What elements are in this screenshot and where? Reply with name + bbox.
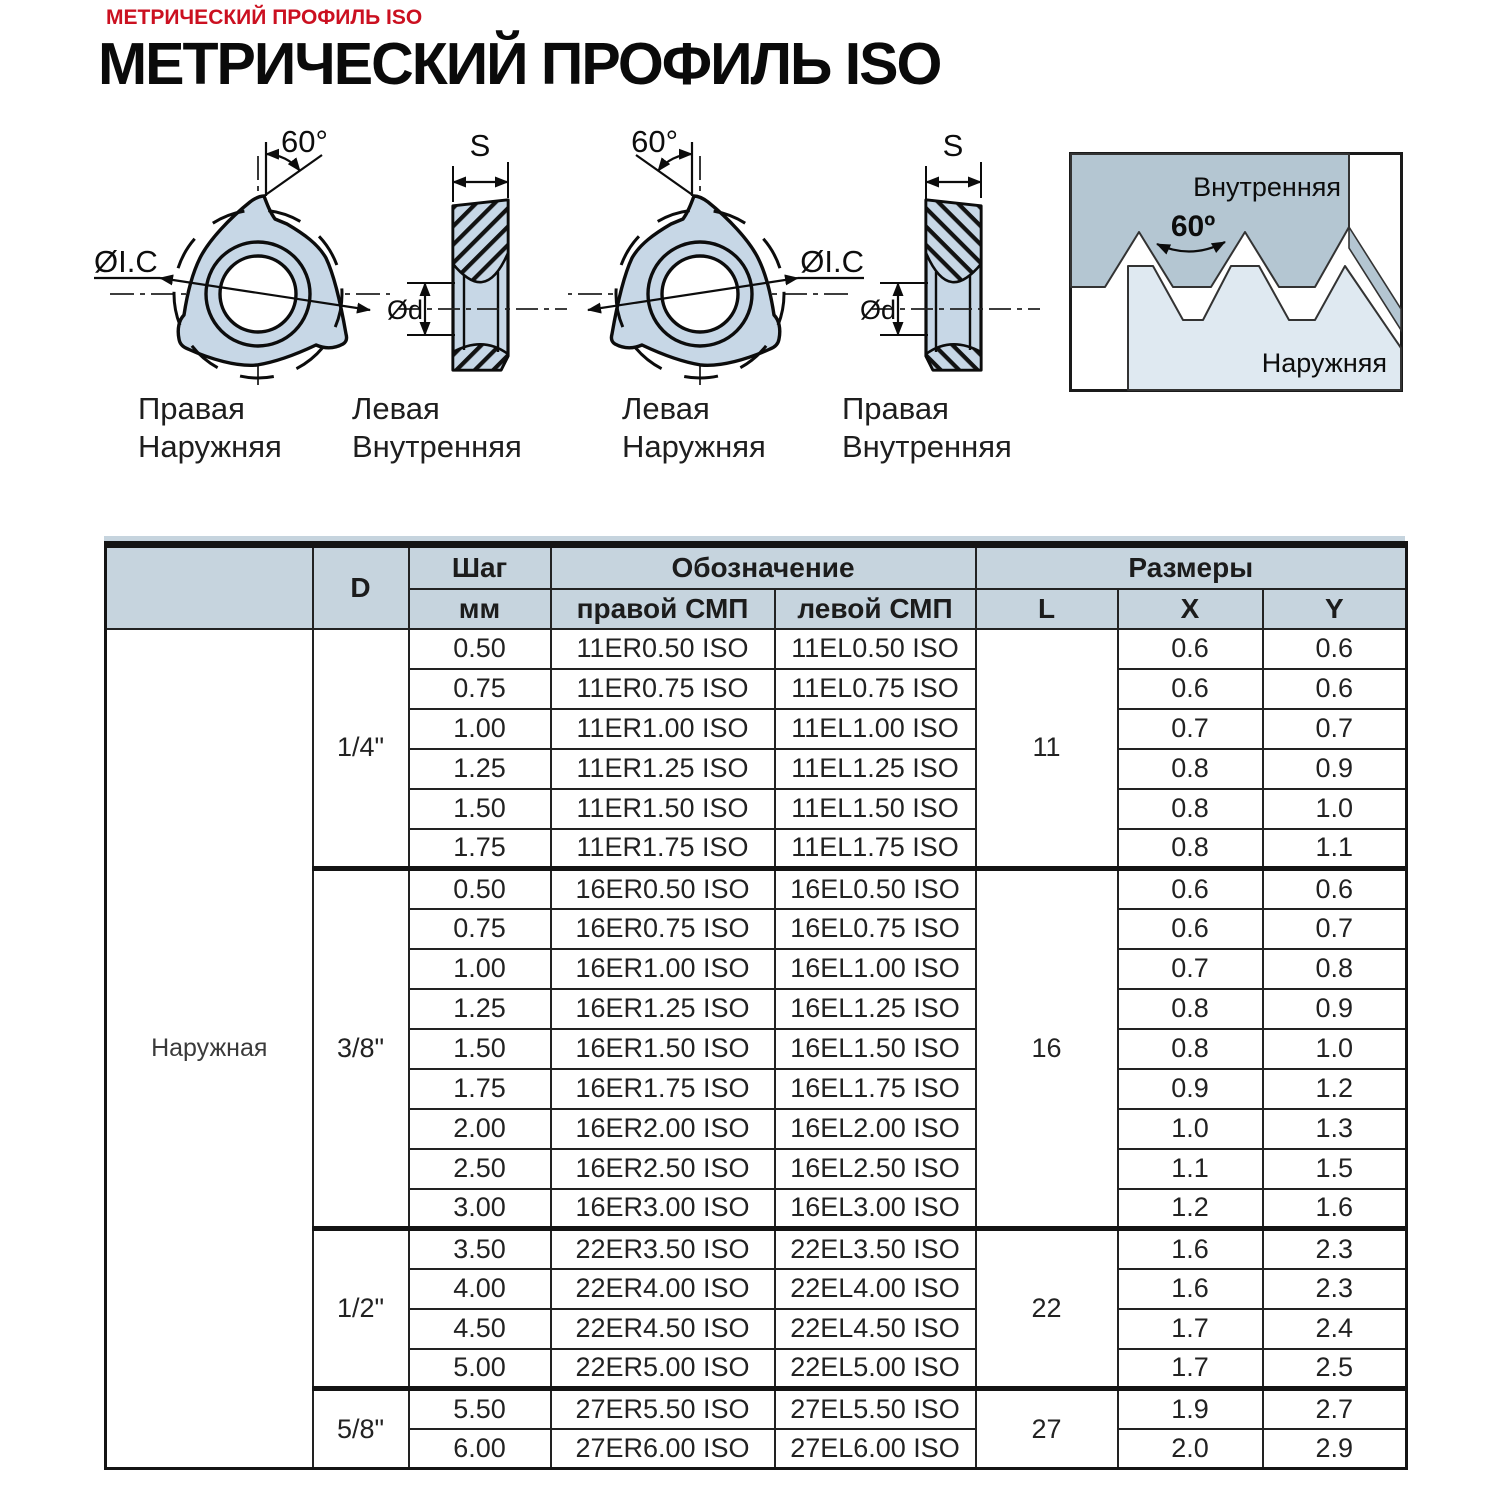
designation-left: 22EL4.50 ISO: [775, 1309, 976, 1349]
designation-right: 11ER0.75 ISO: [551, 669, 775, 709]
designation-right: 22ER4.50 ISO: [551, 1309, 775, 1349]
pitch-value: 1.00: [409, 949, 551, 989]
pitch-value: 3.50: [409, 1229, 551, 1269]
designation-right: 16ER0.50 ISO: [551, 869, 775, 909]
table-row: [106, 629, 1407, 669]
y-value: 0.8: [1263, 949, 1407, 989]
x-value: 0.6: [1118, 909, 1263, 949]
corner-cell: [106, 545, 313, 629]
designation-left: 16EL3.00 ISO: [775, 1189, 976, 1229]
caption-left-external: [622, 390, 766, 466]
x-value: 1.6: [1118, 1269, 1263, 1309]
internal-label: Внутренняя: [1193, 172, 1341, 202]
pitch-value: 3.00: [409, 1189, 551, 1229]
pitch-value: 0.75: [409, 909, 551, 949]
designation-left: 16EL1.00 ISO: [775, 949, 976, 989]
pitch-value: 5.00: [409, 1349, 551, 1389]
y-value: 0.6: [1263, 629, 1407, 669]
x-value: 1.7: [1118, 1349, 1263, 1389]
designation-right: 11ER1.00 ISO: [551, 709, 775, 749]
caption-line: Внутренняя: [842, 429, 1012, 464]
l-value: 22: [976, 1229, 1118, 1389]
x-value: 1.2: [1118, 1189, 1263, 1229]
designation-left: 22EL4.00 ISO: [775, 1269, 976, 1309]
designation-left: 11EL1.00 ISO: [775, 709, 976, 749]
external-label: Наружняя: [1261, 348, 1387, 378]
x-value: 1.0: [1118, 1109, 1263, 1149]
insert-front-view-right-external: [90, 126, 400, 416]
caption-line: Левая: [622, 391, 710, 426]
x-value: 0.8: [1118, 829, 1263, 869]
designation-right: 16ER3.00 ISO: [551, 1189, 775, 1229]
table-body: [106, 629, 1407, 1469]
designation-right: 16ER0.75 ISO: [551, 909, 775, 949]
pitch-value: 0.75: [409, 669, 551, 709]
caption-line: Правая: [138, 391, 245, 426]
l-value: 16: [976, 869, 1118, 1229]
thickness-label: S: [942, 128, 964, 163]
page-title: МЕТРИЧЕСКИЙ ПРОФИЛЬ ISO: [98, 31, 941, 97]
caption-left-internal: [352, 390, 522, 466]
pitch-value: 1.75: [409, 1069, 551, 1109]
insert-front-view-left-external: [558, 126, 868, 416]
angle-label: 60°: [281, 126, 328, 159]
x-value: 0.6: [1118, 669, 1263, 709]
pitch-value: 0.50: [409, 629, 551, 669]
designation-left: 16EL2.00 ISO: [775, 1109, 976, 1149]
x-value: 0.8: [1118, 749, 1263, 789]
header-row-1: [106, 545, 1407, 589]
breadcrumb: МЕТРИЧЕСКИЙ ПРОФИЛЬ ISO: [106, 6, 423, 29]
pitch-value: 2.00: [409, 1109, 551, 1149]
caption-line: Левая: [352, 391, 440, 426]
l-value: 27: [976, 1389, 1118, 1469]
pitch-value: 1.50: [409, 789, 551, 829]
y-value: 2.7: [1263, 1389, 1407, 1429]
y-value: 0.6: [1263, 869, 1407, 909]
col-header-x: X: [1118, 589, 1263, 629]
designation-right: 11ER1.25 ISO: [551, 749, 775, 789]
pitch-value: 1.25: [409, 989, 551, 1029]
col-header-mm: мм: [409, 589, 551, 629]
designation-left: 16EL1.50 ISO: [775, 1029, 976, 1069]
col-header-l: L: [976, 589, 1118, 629]
y-value: 0.9: [1263, 989, 1407, 1029]
y-value: 2.3: [1263, 1269, 1407, 1309]
col-header-left-insert: левой СМП: [775, 589, 976, 629]
d-value: 3/8": [313, 869, 409, 1229]
x-value: 1.7: [1118, 1309, 1263, 1349]
pitch-value: 4.50: [409, 1309, 551, 1349]
designation-left: 16EL0.50 ISO: [775, 869, 976, 909]
caption-right-internal: [842, 390, 1012, 466]
inscribed-circle-label: ØI.C: [800, 244, 864, 279]
designation-left: 11EL1.50 ISO: [775, 789, 976, 829]
x-value: 0.7: [1118, 709, 1263, 749]
designation-right: 11ER1.75 ISO: [551, 829, 775, 869]
pitch-value: 1.00: [409, 709, 551, 749]
designation-right: 27ER5.50 ISO: [551, 1389, 775, 1429]
y-value: 1.0: [1263, 789, 1407, 829]
x-value: 1.9: [1118, 1389, 1263, 1429]
designation-right: 22ER4.00 ISO: [551, 1269, 775, 1309]
designation-right: 16ER1.75 ISO: [551, 1069, 775, 1109]
pitch-value: 4.00: [409, 1269, 551, 1309]
y-value: 2.3: [1263, 1229, 1407, 1269]
x-value: 0.8: [1118, 989, 1263, 1029]
caption-line: Наружняя: [622, 429, 766, 464]
profile-angle-label: 60º: [1170, 210, 1216, 243]
y-value: 1.1: [1263, 829, 1407, 869]
designation-left: 11EL1.25 ISO: [775, 749, 976, 789]
specification-table: [104, 541, 1408, 1470]
pitch-value: 5.50: [409, 1389, 551, 1429]
inscribed-circle-label: ØI.C: [94, 244, 158, 279]
designation-left: 11EL1.75 ISO: [775, 829, 976, 869]
y-value: 1.3: [1263, 1109, 1407, 1149]
y-value: 1.2: [1263, 1069, 1407, 1109]
caption-line: Наружняя: [138, 429, 282, 464]
specification-table-wrap: [104, 536, 1405, 1470]
caption-line: Внутренняя: [352, 429, 522, 464]
col-header-designation: Обозначение: [551, 545, 976, 589]
y-value: 0.7: [1263, 909, 1407, 949]
x-value: 1.1: [1118, 1149, 1263, 1189]
bore-diameter-label: Ød: [860, 295, 897, 325]
table-header: [106, 545, 1407, 629]
y-value: 0.9: [1263, 749, 1407, 789]
designation-right: 27ER6.00 ISO: [551, 1429, 775, 1469]
thread-profile-diagram: [1069, 152, 1403, 392]
designation-right: 16ER1.25 ISO: [551, 989, 775, 1029]
d-value: 1/2": [313, 1229, 409, 1389]
col-header-pitch: Шаг: [409, 545, 551, 589]
x-value: 0.8: [1118, 1029, 1263, 1069]
y-value: 1.6: [1263, 1189, 1407, 1229]
designation-left: 11EL0.75 ISO: [775, 669, 976, 709]
designation-right: 11ER1.50 ISO: [551, 789, 775, 829]
x-value: 2.0: [1118, 1429, 1263, 1469]
thickness-label: S: [469, 128, 491, 163]
designation-right: 11ER0.50 ISO: [551, 629, 775, 669]
designation-left: 16EL2.50 ISO: [775, 1149, 976, 1189]
designation-right: 16ER2.50 ISO: [551, 1149, 775, 1189]
designation-left: 16EL1.25 ISO: [775, 989, 976, 1029]
designation-left: 11EL0.50 ISO: [775, 629, 976, 669]
x-value: 1.6: [1118, 1229, 1263, 1269]
d-value: 1/4": [313, 629, 409, 869]
x-value: 0.6: [1118, 629, 1263, 669]
designation-right: 16ER2.00 ISO: [551, 1109, 775, 1149]
designation-left: 16EL0.75 ISO: [775, 909, 976, 949]
l-value: 11: [976, 629, 1118, 869]
y-value: 2.9: [1263, 1429, 1407, 1469]
x-value: 0.8: [1118, 789, 1263, 829]
designation-right: 16ER1.50 ISO: [551, 1029, 775, 1069]
pitch-value: 1.25: [409, 749, 551, 789]
col-header-dimensions: Размеры: [976, 545, 1407, 589]
designation-right: 22ER5.00 ISO: [551, 1349, 775, 1389]
x-value: 0.9: [1118, 1069, 1263, 1109]
insert-side-view-right-internal: [858, 126, 1063, 390]
designation-left: 16EL1.75 ISO: [775, 1069, 976, 1109]
pitch-value: 1.75: [409, 829, 551, 869]
designation-left: 22EL3.50 ISO: [775, 1229, 976, 1269]
designation-left: 27EL6.00 ISO: [775, 1429, 976, 1469]
designation-right: 22ER3.50 ISO: [551, 1229, 775, 1269]
y-value: 1.5: [1263, 1149, 1407, 1189]
designation-right: 16ER1.00 ISO: [551, 949, 775, 989]
caption-line: Правая: [842, 391, 949, 426]
y-value: 2.4: [1263, 1309, 1407, 1349]
x-value: 0.7: [1118, 949, 1263, 989]
pitch-value: 6.00: [409, 1429, 551, 1469]
pitch-value: 1.50: [409, 1029, 551, 1069]
designation-left: 27EL5.50 ISO: [775, 1389, 976, 1429]
designation-left: 22EL5.00 ISO: [775, 1349, 976, 1389]
col-header-right-insert: правой СМП: [551, 589, 775, 629]
pitch-value: 0.50: [409, 869, 551, 909]
col-header-y: Y: [1263, 589, 1407, 629]
outer-thread-label: Наружная: [106, 629, 313, 1469]
d-value: 5/8": [313, 1389, 409, 1469]
col-header-d: D: [313, 545, 409, 629]
caption-right-external: [138, 390, 282, 466]
y-value: 2.5: [1263, 1349, 1407, 1389]
bore-diameter-label: Ød: [387, 295, 424, 325]
y-value: 1.0: [1263, 1029, 1407, 1069]
angle-label: 60°: [631, 126, 678, 159]
pitch-value: 2.50: [409, 1149, 551, 1189]
y-value: 0.7: [1263, 709, 1407, 749]
y-value: 0.6: [1263, 669, 1407, 709]
x-value: 0.6: [1118, 869, 1263, 909]
